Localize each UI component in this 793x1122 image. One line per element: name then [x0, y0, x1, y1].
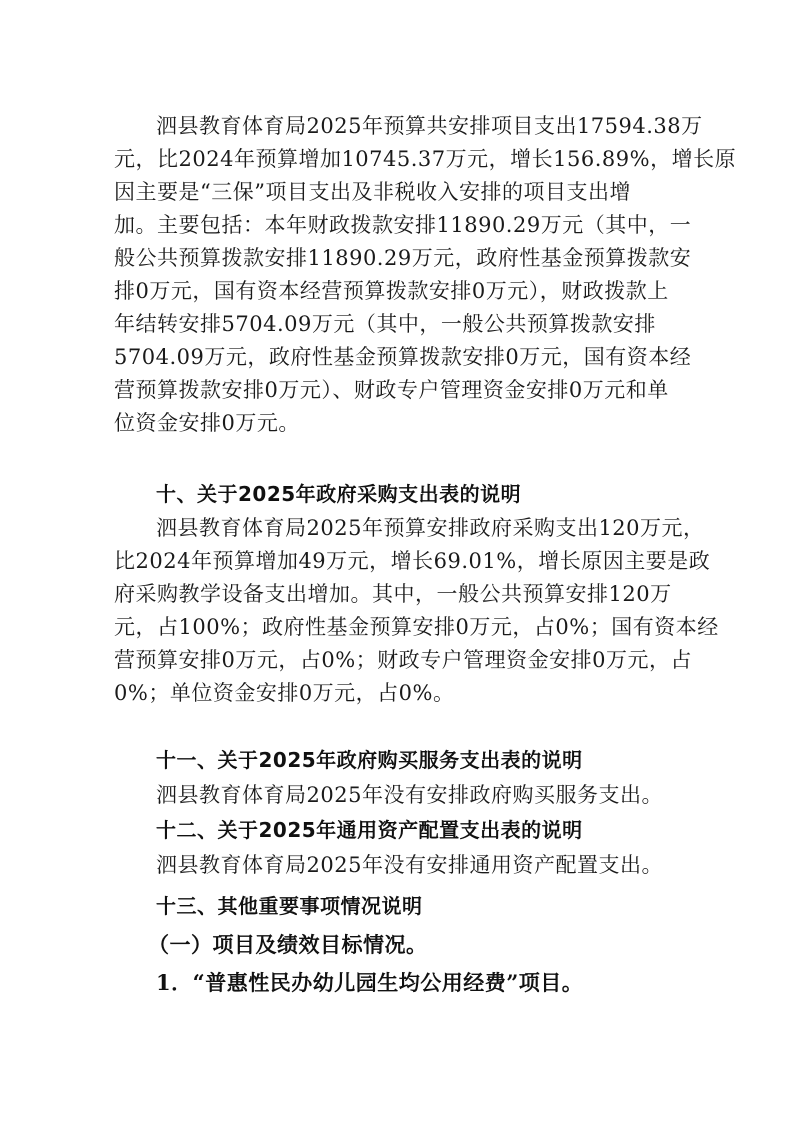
- paragraph-line: 元，占100%；政府性基金预算安排0万元，占0%；国有资本经: [114, 615, 719, 639]
- section-thirteen-subheading: （一）项目及绩效目标情况。: [148, 932, 428, 957]
- section-ten-paragraph: [114, 512, 719, 710]
- paragraph-line: 般公共预算拨款安排11890.29万元，政府性基金预算拨款安: [114, 246, 692, 270]
- paragraph-line: 因主要是“三保”项目支出及非税收入安排的项目支出增: [114, 180, 631, 204]
- section-eleven-body: 泗县教育体育局2025年没有安排政府购买服务支出。: [156, 783, 663, 807]
- paragraph-line: 位资金安排0万元。: [114, 411, 300, 435]
- paragraph-line: 府采购教学设备支出增加。其中，一般公共预算安排120万: [114, 582, 672, 606]
- section-eleven-heading: 十一、关于2025年政府购买服务支出表的说明: [156, 748, 583, 772]
- paragraph-line: 泗县教育体育局2025年预算共安排项目支出17594.38万: [156, 114, 703, 138]
- section-nine-paragraph: [114, 110, 737, 440]
- paragraph-line: 排0万元，国有资本经营预算拨款安排0万元），财政拨款上: [114, 279, 669, 303]
- project-item-title: 1．“普惠性民办幼儿园生均公用经费”项目。: [156, 970, 584, 995]
- section-twelve-heading: 十二、关于2025年通用资产配置支出表的说明: [156, 818, 583, 842]
- paragraph-line: 营预算拨款安排0万元）、财政专户管理资金安排0万元和单: [114, 378, 669, 402]
- section-thirteen-heading: 十三、其他重要事项情况说明: [156, 894, 423, 918]
- paragraph-line: 年结转安排5704.09万元（其中，一般公共预算拨款安排: [114, 312, 656, 336]
- paragraph-line: 5704.09万元，政府性基金预算拨款安排0万元，国有资本经: [114, 345, 692, 369]
- section-ten-heading: 十、关于2025年政府采购支出表的说明: [156, 482, 522, 506]
- section-twelve-body: 泗县教育体育局2025年没有安排通用资产配置支出。: [156, 853, 663, 877]
- paragraph-line: 泗县教育体育局2025年预算安排政府采购支出120万元，: [156, 516, 705, 540]
- paragraph-line: 0%；单位资金安排0万元，占0%。: [114, 681, 455, 705]
- paragraph-line: 比2024年预算增加49万元，增长69.01%，增长原因主要是政: [114, 549, 711, 573]
- paragraph-line: 元，比2024年预算增加10745.37万元，增长156.89%，增长原: [114, 147, 737, 171]
- paragraph-line: 营预算安排0万元，占0%；财政专户管理资金安排0万元，占: [114, 648, 693, 672]
- paragraph-line: 加。主要包括：本年财政拨款安排11890.29万元（其中，一: [114, 213, 692, 237]
